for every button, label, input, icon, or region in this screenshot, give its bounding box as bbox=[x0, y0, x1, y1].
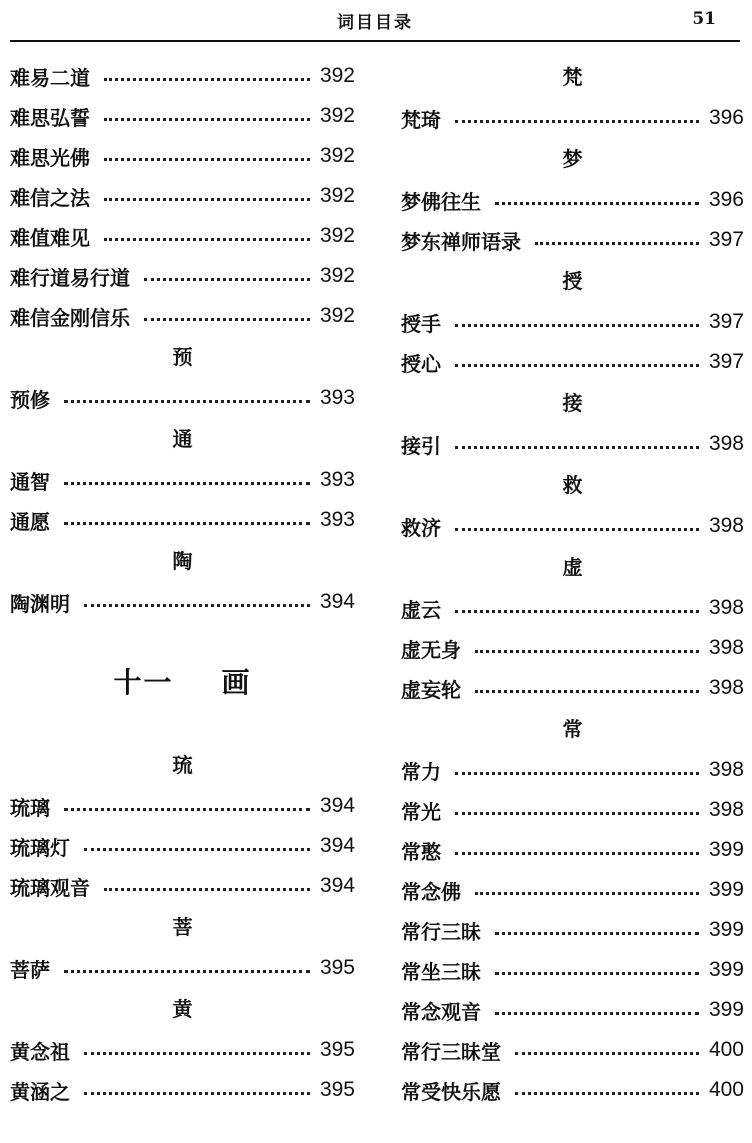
dot-leader bbox=[495, 929, 699, 935]
character-heading: 虚 bbox=[562, 555, 583, 579]
entry-term: 琉璃 bbox=[10, 795, 50, 820]
dot-leader bbox=[455, 769, 699, 775]
index-entry bbox=[10, 866, 355, 906]
entry-page-number: 394 bbox=[319, 834, 355, 857]
dot-leader bbox=[64, 805, 310, 811]
dot-leader bbox=[104, 235, 310, 241]
index-entry bbox=[10, 256, 355, 296]
dot-leader bbox=[475, 647, 699, 653]
dot-leader bbox=[495, 969, 699, 975]
entry-page-number: 395 bbox=[319, 1038, 355, 1061]
dot-leader bbox=[144, 275, 310, 281]
character-heading: 预 bbox=[172, 345, 193, 369]
entry-term: 陶渊明 bbox=[10, 591, 70, 616]
entry-term: 虚妄轮 bbox=[401, 677, 461, 702]
entry-term: 梵琦 bbox=[401, 107, 441, 132]
entry-page-number: 399 bbox=[708, 998, 744, 1021]
entry-term: 黄涵之 bbox=[10, 1079, 70, 1104]
dot-leader bbox=[104, 115, 310, 121]
entry-term: 常行三昧 bbox=[401, 919, 481, 944]
character-heading: 授 bbox=[562, 269, 583, 293]
entry-page-number: 397 bbox=[708, 228, 744, 251]
index-entry bbox=[10, 582, 355, 622]
entry-term: 难行道易行道 bbox=[10, 265, 130, 290]
entry-term: 常念观音 bbox=[401, 999, 481, 1024]
index-entry bbox=[401, 1030, 744, 1070]
entry-page-number: 392 bbox=[319, 304, 355, 327]
dot-leader bbox=[64, 397, 310, 403]
entry-term: 梦佛往生 bbox=[401, 189, 481, 214]
dot-leader bbox=[64, 967, 310, 973]
stroke-count-number: 十一 bbox=[113, 666, 174, 699]
entry-term: 虚云 bbox=[401, 597, 441, 622]
index-entry bbox=[401, 180, 744, 220]
entry-term: 常光 bbox=[401, 799, 441, 824]
entry-page-number: 392 bbox=[319, 64, 355, 87]
running-title: 词目目录 bbox=[337, 13, 413, 33]
entry-page-number: 398 bbox=[708, 798, 744, 821]
dot-leader bbox=[515, 1049, 699, 1055]
index-entry bbox=[401, 98, 744, 138]
dot-leader bbox=[455, 321, 699, 327]
entry-term: 难思光佛 bbox=[10, 145, 90, 170]
entry-page-number: 396 bbox=[708, 106, 744, 129]
entry-page-number: 398 bbox=[708, 636, 744, 659]
dot-leader bbox=[104, 155, 310, 161]
stroke-count-label: 画 bbox=[221, 666, 252, 699]
entry-page-number: 399 bbox=[708, 878, 744, 901]
entry-page-number: 397 bbox=[708, 350, 744, 373]
index-entry bbox=[401, 588, 744, 628]
entry-page-number: 392 bbox=[319, 104, 355, 127]
dot-leader bbox=[515, 1089, 699, 1095]
index-column-left bbox=[10, 56, 355, 1110]
entry-term: 通智 bbox=[10, 469, 50, 494]
entry-term: 梦东禅师语录 bbox=[401, 229, 521, 254]
entry-page-number: 399 bbox=[708, 838, 744, 861]
index-entry bbox=[10, 136, 355, 176]
index-column-right bbox=[401, 56, 744, 1110]
index-entry bbox=[401, 990, 744, 1030]
page-number: 51 bbox=[692, 9, 716, 29]
entry-page-number: 392 bbox=[319, 184, 355, 207]
index-entry bbox=[401, 950, 744, 990]
entry-term: 常力 bbox=[401, 759, 441, 784]
dot-leader bbox=[104, 885, 310, 891]
entry-page-number: 396 bbox=[708, 188, 744, 211]
index-entry bbox=[10, 296, 355, 336]
entry-page-number: 399 bbox=[708, 958, 744, 981]
entry-term: 常受快乐愿 bbox=[401, 1079, 501, 1104]
index-entry bbox=[10, 216, 355, 256]
entry-term: 授心 bbox=[401, 351, 441, 376]
entry-term: 常念佛 bbox=[401, 879, 461, 904]
index-entry bbox=[401, 830, 744, 870]
dot-leader bbox=[64, 479, 310, 485]
entry-page-number: 398 bbox=[708, 514, 744, 537]
entry-term: 虚无身 bbox=[401, 637, 461, 662]
page-header bbox=[10, 0, 740, 42]
index-entry bbox=[10, 378, 355, 418]
dot-leader bbox=[475, 687, 699, 693]
index-entry bbox=[401, 424, 744, 464]
index-entry bbox=[401, 870, 744, 910]
dot-leader bbox=[455, 607, 699, 613]
entry-term: 预修 bbox=[10, 387, 50, 412]
entry-page-number: 398 bbox=[708, 676, 744, 699]
entry-page-number: 398 bbox=[708, 432, 744, 455]
entry-term: 难信之法 bbox=[10, 185, 90, 210]
dot-leader bbox=[455, 849, 699, 855]
character-heading: 接 bbox=[562, 391, 583, 415]
dot-leader bbox=[84, 1089, 310, 1095]
dot-leader bbox=[455, 117, 699, 123]
entry-page-number: 399 bbox=[708, 918, 744, 941]
entry-page-number: 400 bbox=[708, 1078, 744, 1101]
index-entry bbox=[10, 500, 355, 540]
index-entry bbox=[401, 628, 744, 668]
entry-term: 授手 bbox=[401, 311, 441, 336]
entry-term: 通愿 bbox=[10, 509, 50, 534]
index-entry bbox=[401, 790, 744, 830]
entry-page-number: 395 bbox=[319, 956, 355, 979]
dot-leader bbox=[84, 1049, 310, 1055]
dot-leader bbox=[535, 239, 699, 245]
dot-leader bbox=[104, 75, 310, 81]
dot-leader bbox=[144, 315, 310, 321]
index-entry bbox=[10, 948, 355, 988]
dot-leader bbox=[84, 845, 310, 851]
entry-page-number: 394 bbox=[319, 794, 355, 817]
index-entry bbox=[401, 1070, 744, 1110]
index-entry bbox=[10, 56, 355, 96]
entry-term: 琉璃观音 bbox=[10, 875, 90, 900]
index-entry bbox=[10, 826, 355, 866]
dot-leader bbox=[475, 889, 699, 895]
entry-term: 常行三昧堂 bbox=[401, 1039, 501, 1064]
index-entry bbox=[401, 220, 744, 260]
dot-leader bbox=[455, 809, 699, 815]
dot-leader bbox=[455, 361, 699, 367]
character-heading: 陶 bbox=[172, 549, 193, 573]
index-entry bbox=[10, 786, 355, 826]
dot-leader bbox=[64, 519, 310, 525]
character-heading: 梦 bbox=[562, 147, 583, 171]
entry-page-number: 392 bbox=[319, 224, 355, 247]
entry-page-number: 393 bbox=[319, 508, 355, 531]
index-entry bbox=[10, 1070, 355, 1110]
character-heading: 黄 bbox=[172, 997, 193, 1021]
character-heading: 常 bbox=[562, 717, 583, 741]
entry-page-number: 398 bbox=[708, 596, 744, 619]
character-heading: 琉 bbox=[172, 753, 193, 777]
entry-term: 救济 bbox=[401, 515, 441, 540]
character-heading: 救 bbox=[562, 473, 583, 497]
dot-leader bbox=[104, 195, 310, 201]
entry-term: 难信金刚信乐 bbox=[10, 305, 130, 330]
index-entry bbox=[401, 506, 744, 546]
index-entry bbox=[401, 342, 744, 382]
dot-leader bbox=[84, 601, 310, 607]
index-entry bbox=[401, 910, 744, 950]
entry-page-number: 398 bbox=[708, 758, 744, 781]
index-entry bbox=[10, 176, 355, 216]
index-entry bbox=[10, 96, 355, 136]
entry-page-number: 397 bbox=[708, 310, 744, 333]
entry-term: 常憨 bbox=[401, 839, 441, 864]
entry-page-number: 393 bbox=[319, 386, 355, 409]
character-heading: 通 bbox=[172, 427, 193, 451]
entry-term: 黄念祖 bbox=[10, 1039, 70, 1064]
dot-leader bbox=[495, 199, 699, 205]
dot-leader bbox=[495, 1009, 699, 1015]
entry-page-number: 393 bbox=[319, 468, 355, 491]
entry-page-number: 395 bbox=[319, 1078, 355, 1101]
entry-page-number: 394 bbox=[319, 874, 355, 897]
dot-leader bbox=[455, 443, 699, 449]
entry-term: 常坐三昧 bbox=[401, 959, 481, 984]
entry-term: 接引 bbox=[401, 433, 441, 458]
stroke-count-heading bbox=[10, 622, 355, 744]
entry-page-number: 392 bbox=[319, 264, 355, 287]
index-entry bbox=[401, 668, 744, 708]
character-heading: 菩 bbox=[172, 915, 193, 939]
dot-leader bbox=[455, 525, 699, 531]
entry-term: 难值难见 bbox=[10, 225, 90, 250]
index-entry bbox=[401, 750, 744, 790]
entry-term: 琉璃灯 bbox=[10, 835, 70, 860]
entry-page-number: 394 bbox=[319, 590, 355, 613]
index-entry bbox=[10, 1030, 355, 1070]
character-heading: 梵 bbox=[562, 65, 583, 89]
entry-term: 难思弘誓 bbox=[10, 105, 90, 130]
index-entry bbox=[401, 302, 744, 342]
entry-page-number: 392 bbox=[319, 144, 355, 167]
entry-term: 菩萨 bbox=[10, 957, 50, 982]
entry-term: 难易二道 bbox=[10, 65, 90, 90]
entry-page-number: 400 bbox=[708, 1038, 744, 1061]
index-entry bbox=[10, 460, 355, 500]
